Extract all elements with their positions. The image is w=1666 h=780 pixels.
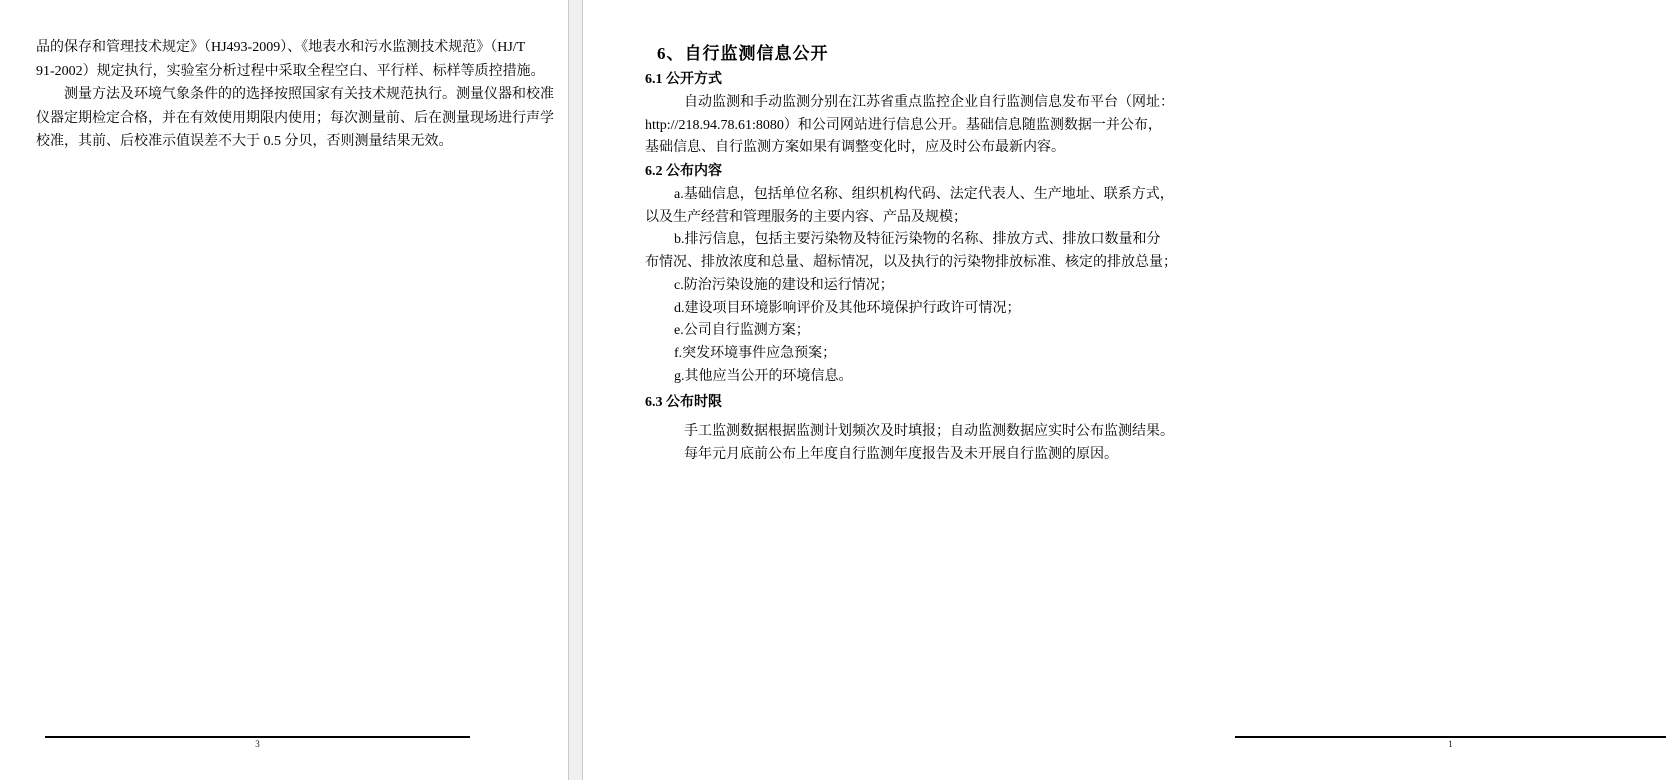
section-heading: 6、自行监测信息公开	[657, 44, 829, 63]
text-line: 基础信息、自行监测方案如果有调整变化时，应及时公布最新内容。	[645, 140, 1065, 156]
text-line: http://218.94.78.61:8080）和公司网站进行信息公开。基础信息随监测数据一并公布，	[645, 117, 1162, 133]
text-line: c.防治污染设施的建设和运行情况；	[674, 277, 894, 293]
document-page-right[interactable]	[583, 0, 1453, 780]
text-line: g.其他应当公开的环境信息。	[674, 368, 853, 384]
page-gutter	[568, 0, 583, 780]
text-line: b.排污信息，包括主要污染物及特征污染物的名称、排放方式、排放口数量和分	[674, 232, 1161, 248]
text-line: 测量方法及环境气象条件的的选择按照国家有关技术规范执行。测量仪器和校准	[64, 87, 554, 102]
text-line: 以及生产经营和管理服务的主要内容、产品及规模；	[645, 209, 967, 225]
text-line: 手工监测数据根据监测计划频次及时填报；自动监测数据应实时公布监测结果。	[684, 424, 1174, 440]
subsection-title: 6.1 公开方式	[645, 72, 722, 87]
text-line: d.建设项目环境影响评价及其他环境保护行政许可情况；	[674, 300, 1021, 316]
page-number-left: 3	[255, 739, 260, 749]
text-line: 自动监测和手动监测分别在江苏省重点监控企业自行监测信息发布平台（网址：	[684, 95, 1174, 110]
text-line: 布情况、排放浓度和总量、超标情况，以及执行的污染物排放标准、核定的排放总量；	[645, 255, 1177, 271]
text-line: f.突发环境事件应急预案；	[674, 345, 837, 361]
text-line: 每年元月底前公布上年度自行监测年度报告及未开展自行监测的原因。	[684, 446, 1118, 462]
page-number-right: 1	[1448, 739, 1453, 749]
page-left-text-block	[36, 36, 554, 154]
page-right-text-block	[645, 40, 1177, 467]
text-line: 品的保存和管理技术规定》（HJ493-2009）、《地表水和污水监测技术规范》（HJ/T	[36, 40, 526, 55]
subsection-title: 6.3 公布时限	[645, 395, 722, 411]
text-line: 校准，其前、后校准示值误差不大于 0.5 分贝，否则测量结果无效。	[36, 134, 453, 149]
text-line: e.公司自行监测方案；	[674, 323, 810, 339]
text-line: a.基础信息，包括单位名称、组织机构代码、法定代表人、生产地址、联系方式，	[674, 187, 1174, 203]
text-line: 仪器定期检定合格，并在有效使用期限内使用；每次测量前、后在测量现场进行声学	[36, 110, 554, 126]
subsection-title: 6.2 公布内容	[645, 164, 722, 180]
document-page-left[interactable]	[0, 0, 568, 780]
text-line: 91-2002）规定执行，实验室分析过程中采取全程空白、平行样、标样等质控措施。	[36, 63, 545, 79]
